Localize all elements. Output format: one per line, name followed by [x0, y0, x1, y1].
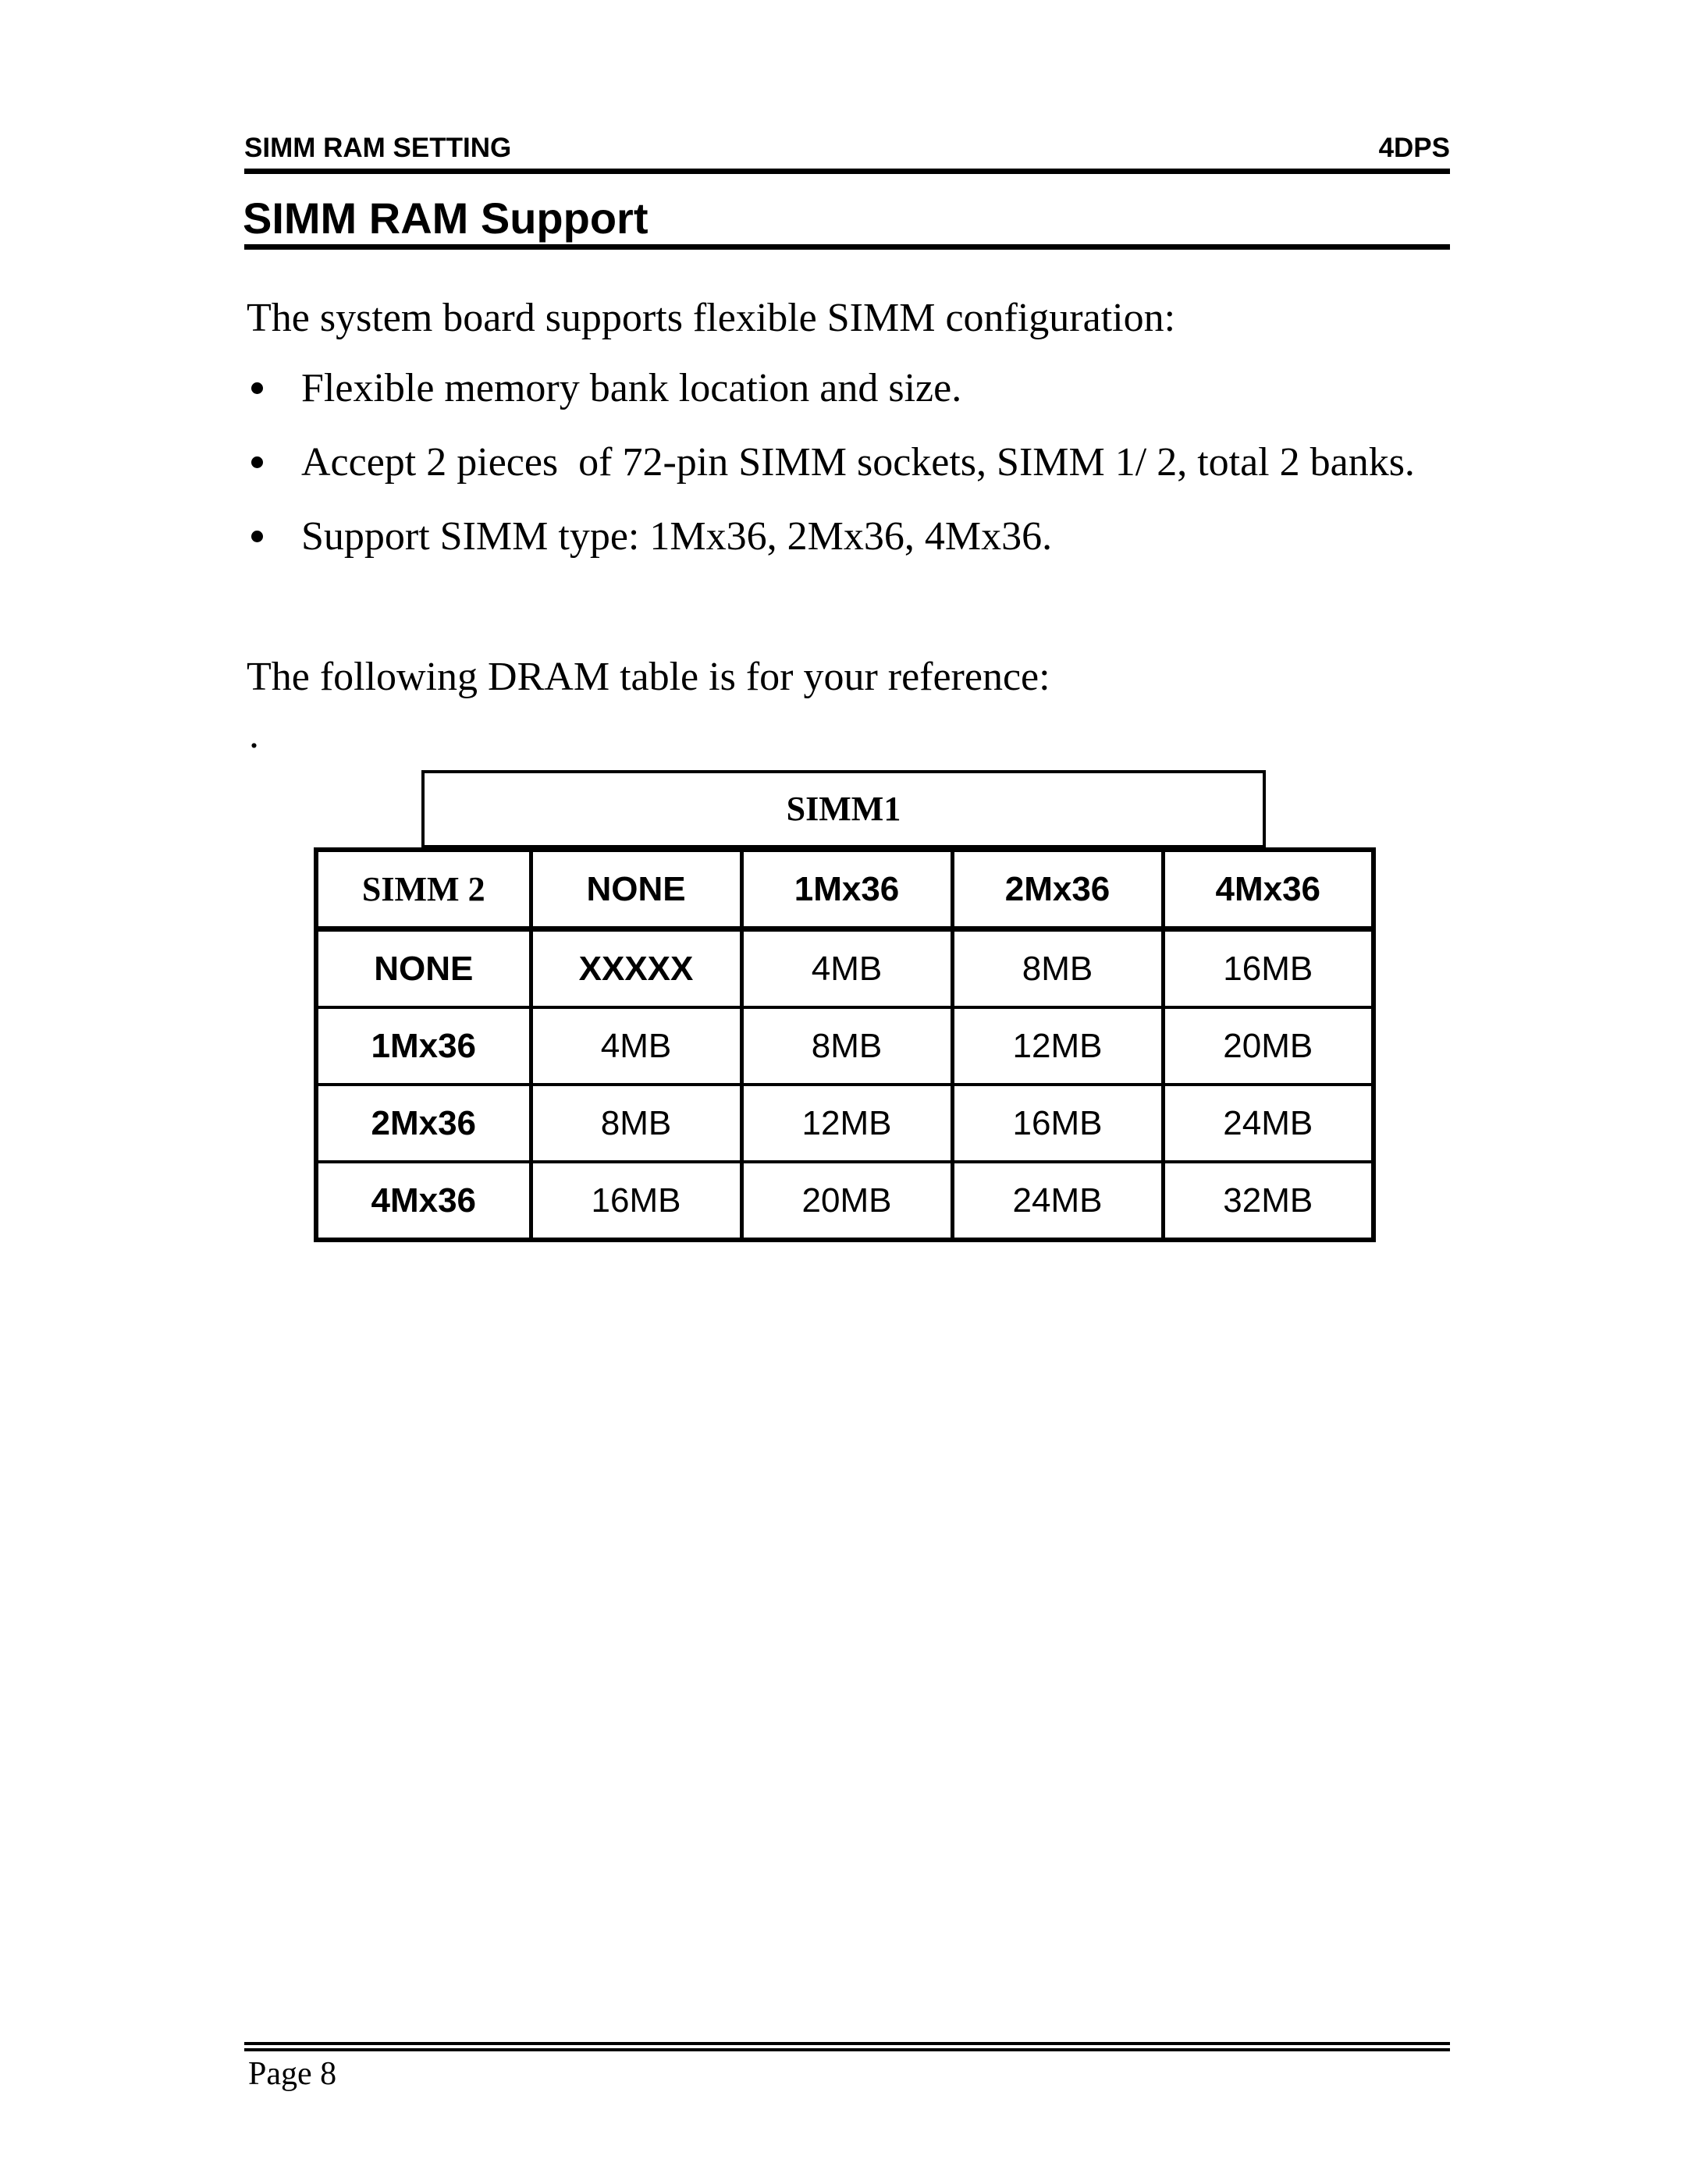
title-rule — [244, 244, 1450, 250]
table-col-header: 1Mx36 — [741, 850, 952, 929]
table-cell: 24MB — [952, 1162, 1163, 1240]
bullet-text: Support SIMM type: 1Mx36, 2Mx36, 4Mx36. — [301, 514, 1053, 559]
simm1-label: SIMM1 — [786, 790, 901, 828]
table-row-header: 1Mx36 — [316, 1007, 531, 1085]
table-header-row — [316, 850, 1373, 929]
table-row — [316, 1085, 1373, 1162]
table-cell: 16MB — [952, 1085, 1163, 1162]
dram-configuration-table — [314, 847, 1376, 1242]
list-item — [247, 365, 1464, 420]
table-cell: 12MB — [741, 1085, 952, 1162]
table-cell: 16MB — [1163, 929, 1373, 1008]
footer-rule — [244, 2042, 1450, 2051]
running-header-right: 4DPS — [1378, 133, 1450, 163]
table-col-header: 4Mx36 — [1163, 850, 1373, 929]
table-row — [316, 1162, 1373, 1240]
table-cell: 4MB — [741, 929, 952, 1008]
bullet-icon — [251, 382, 263, 394]
table-cell: 20MB — [741, 1162, 952, 1240]
table-cell: 16MB — [531, 1162, 741, 1240]
list-item — [247, 513, 1464, 568]
table-cell: 8MB — [952, 929, 1163, 1008]
table-row-header: 4Mx36 — [316, 1162, 531, 1240]
table-col-header: NONE — [531, 850, 741, 929]
running-header-left: SIMM RAM SETTING — [244, 133, 512, 163]
header-rule — [244, 169, 1450, 174]
table-intro-paragraph: The following DRAM table is for your reference: — [247, 655, 1050, 699]
simm1-span-header-box — [421, 770, 1266, 848]
stray-period: . — [249, 712, 259, 757]
table-cell: 8MB — [741, 1007, 952, 1085]
table-cell: 12MB — [952, 1007, 1163, 1085]
bullet-text: Accept 2 pieces of 72-pin SIMM sockets, SIMM 1/ 2, total 2 banks. — [301, 440, 1415, 485]
table-corner-header: SIMM 2 — [316, 850, 531, 929]
intro-paragraph: The system board supports flexible SIMM configuration: — [247, 296, 1176, 340]
table-cell: 20MB — [1163, 1007, 1373, 1085]
table-col-header: 2Mx36 — [952, 850, 1163, 929]
page-number: Page 8 — [248, 2056, 337, 2092]
table-cell: 4MB — [531, 1007, 741, 1085]
bullet-text: Flexible memory bank location and size. — [301, 366, 962, 410]
table-cell: XXXXX — [531, 929, 741, 1008]
table-cell: 24MB — [1163, 1085, 1373, 1162]
table-row-header: NONE — [316, 929, 531, 1008]
bullet-icon — [251, 456, 263, 468]
bullet-icon — [251, 531, 263, 542]
table-cell: 32MB — [1163, 1162, 1373, 1240]
list-item — [247, 439, 1464, 494]
page-title: SIMM RAM Support — [243, 194, 649, 243]
table-row — [316, 1007, 1373, 1085]
table-cell: 8MB — [531, 1085, 741, 1162]
table-row — [316, 929, 1373, 1008]
table-row-header: 2Mx36 — [316, 1085, 531, 1162]
